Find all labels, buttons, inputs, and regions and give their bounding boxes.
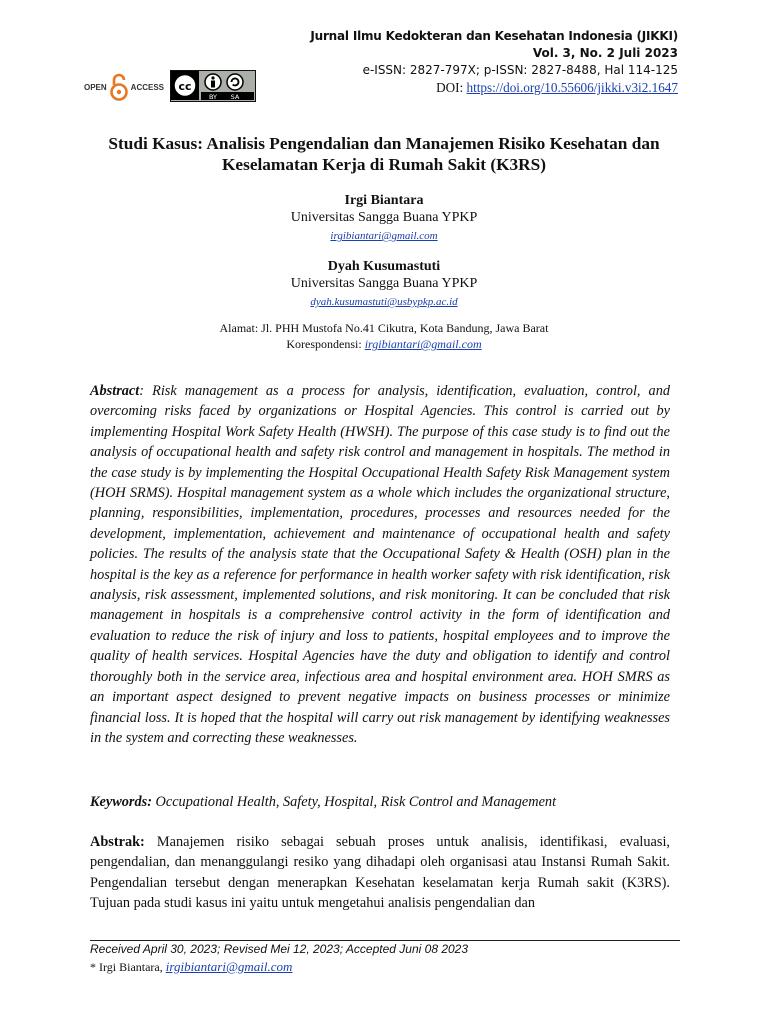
journal-doi <box>208 79 678 96</box>
footnote-email[interactable]: irgibiantari@gmail.com <box>165 959 293 974</box>
author-name: Irgi Biantara <box>344 193 424 208</box>
paper-title-line-2: Keselamatan Kerja di Rumah Sakit (K3RS) <box>221 155 547 174</box>
abstract-text: : Risk management as a process for analysis, identification, evaluation, control, and overcoming risks faced by organizations or Hospital Agencies. This control is carried out by implementing Hospital Work Safety Health (HWSH). The purpose of this case study is to find out the analysis of occupational health and safety risk control and management in hospitals. The method in the case study is by implementing the Hospital Occupational Health Safety Risk Management system (HOH SRMS). Hospital management system as a whole which includes the organizational structure, planning, responsibilities, implementation, procedures, processes and resources needed for the development, implementation, achievement and maintenance of occupational health and safety policies. The results of the analysis state that the Occupational Safety & Health (OSH) plan in the hospital is the key as a reference for performance in health worker safety with risk identification, risk analysis, risk assessment, implemented solutions, and risk monitoring. It can be concluded that risk management in hospitals is a comprehensive control activity in the form of identification and evaluation to reduce the risk of injury and loss to patients, hospital employees and to improve the quality of health services. Hospital Agencies have the duty and obligation to identify and control thoroughly both in the service area, infectious area and hospital environment area. HOH SMRS as an important aspect designed to prevent negative impacts on business processes or minimize financial loss. It is hoped that the hospital will carry out risk management by identifying weaknesses in the system and correcting these weaknesses. <box>90 383 670 746</box>
author-block <box>84 192 684 244</box>
received-dates: Received April 30, 2023; Revised Mei 12, 2023; Accepted Juni 08 2023 <box>90 942 469 956</box>
author-affiliation: Universitas Sangga Buana YPKP <box>290 276 478 291</box>
author-block <box>84 258 684 310</box>
cc-sa-label: SA <box>230 93 240 100</box>
correspondence-label: Korespondensi: <box>286 337 365 351</box>
abstract-indonesian <box>90 832 670 914</box>
keywords <box>90 792 670 812</box>
abstrak-heading: Abstrak: <box>90 834 145 850</box>
journal-issn: e-ISSN: 2827-797X; p-ISSN: 2827-8488, Hal 114-125 <box>362 63 678 77</box>
doi-link[interactable]: https://doi.org/10.55606/jikki.v3i2.1647 <box>466 80 678 95</box>
footnote <box>90 958 292 976</box>
correspondence-line <box>84 336 684 352</box>
svg-text:cc: cc <box>178 80 192 93</box>
open-access-lock-icon <box>109 73 129 101</box>
journal-volume: Vol. 3, No. 2 Juli 2023 <box>532 46 678 60</box>
keywords-text: Occupational Health, Safety, Hospital, Risk Control and Management <box>151 794 557 810</box>
author-affiliation: Universitas Sangga Buana YPKP <box>290 210 478 225</box>
correspondence-email[interactable]: irgibiantari@gmail.com <box>364 337 482 351</box>
open-access-left-label: OPEN <box>84 82 107 92</box>
journal-header <box>208 28 678 96</box>
abstract-english <box>90 381 670 748</box>
paper-title-line-1: Studi Kasus: Analisis Pengendalian dan Manajemen Risiko Kesehatan dan <box>108 134 660 153</box>
author-email[interactable]: dyah.kusumastuti@usbypkp.ac.id <box>310 296 458 308</box>
address-text: Alamat: Jl. PHH Mustofa No.41 Cikutra, Kota Bandung, Jawa Barat <box>219 321 549 335</box>
keywords-heading: Keywords: <box>90 794 152 810</box>
cc-by-label: BY <box>208 93 218 100</box>
open-access-logo <box>84 72 164 102</box>
open-access-right-label: ACCESS <box>130 82 165 92</box>
footnote-name: Irgi Biantara, <box>96 960 166 974</box>
footnote-marker: * <box>90 960 96 974</box>
abstrak-text: Manajemen risiko sebagai sebuah proses untuk analisis, identifikasi, evaluasi, pengendalian, dan menanggulangi resiko yang dihadapi oleh organisasi atau Instansi Rumah Sakit. Pengendalian tersebut dengan menerapkan Kesehatan keselamatan kerja Rumah sakit (K3RS). Tujuan pada studi kasus ini yaitu untuk mengetahui analisis pengendalian dan <box>90 834 670 912</box>
doi-label: DOI: <box>436 80 467 95</box>
author-name: Dyah Kusumastuti <box>327 259 441 274</box>
journal-name: Jurnal Ilmu Kedokteran dan Kesehatan Indonesia (JIKKI) <box>310 29 678 43</box>
paper-title <box>84 133 684 175</box>
address-block <box>84 320 684 352</box>
author-email[interactable]: irgibiantari@gmail.com <box>330 230 438 242</box>
abstract-heading: Abstract <box>90 383 140 399</box>
